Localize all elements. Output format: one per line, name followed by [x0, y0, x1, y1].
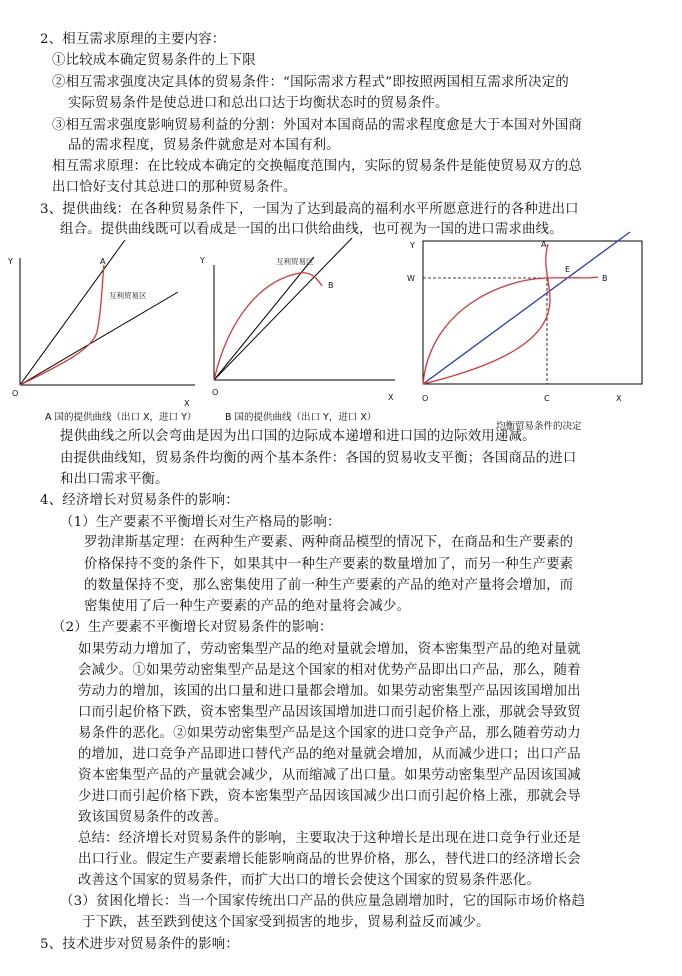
item-2-cont: 实际贸易条件是使总进口和总出口达于均衡状态时的贸易条件。 — [68, 96, 449, 111]
offer-curve-bend-text: 提供曲线之所以会弯曲是因为出口国的边际成本递增和进口国的边际效用递减。 — [60, 429, 536, 444]
curve-b-label: B — [328, 281, 334, 290]
offer-curve-a — [423, 244, 550, 384]
x-axis-label: X — [616, 394, 622, 403]
item-2: ②相互需求强度决定具体的贸易条件：“国际需求方程式”即按照两国相互需求所决定的 — [52, 75, 569, 90]
labor-growth-cont-4: 易条件的恶化。②如果劳动密集型产品是这个国家的进口竞争产品，那么随着劳动力 — [78, 726, 581, 741]
labor-growth-text: 如果劳动力增加了，劳动密集型产品的绝对量就会增加，资本密集型产品的绝对量就 — [78, 642, 581, 657]
rybczynski-cont-1: 价格保持不变的条件下，如果其中一种生产要素的数量增加了，而另一种生产要素 — [84, 557, 574, 572]
curve-b-label: B — [602, 274, 608, 283]
rybczynski-cont-3: 密集使用了后一种生产要素的产品的绝对量将会减少。 — [84, 599, 411, 614]
immiserizing-cont: 于下跌，甚至跌到使这个国家受到损害的地步，贸易利益反而减少。 — [82, 915, 490, 930]
labor-growth-cont-1: 会减少。①如果劳动密集型产品是这个国家的相对优势产品即出口产品，那么，随着 — [78, 663, 581, 678]
summary-text: 总结：经济增长对贸易条件的影响，主要取决于这种增长是出现在进口竞争行业还是 — [78, 831, 581, 846]
item-3: ③相互需求强度影响贸易利益的分割：外国对本国商品的需求程度愈是大于本国对外国商 — [52, 118, 583, 133]
origin-label: O — [422, 394, 429, 403]
summary-cont-2: 改善这个国家的贸易条件，而扩大出口的增长会使这个国家的贸易条件恶化。 — [78, 873, 541, 888]
labor-growth-cont-8: 致该国贸易条件的改善。 — [78, 810, 228, 825]
w-label: W — [407, 274, 415, 283]
trade-region-label: 互利贸易区 — [276, 257, 314, 266]
equilibrium-conditions-cont: 和出口需求平衡。 — [60, 472, 169, 487]
heading-4: 4、经济增长对贸易条件的影响： — [40, 493, 239, 508]
origin-label: O — [12, 389, 19, 398]
terms-of-trade-line-upper — [20, 240, 125, 385]
rybczynski-text: 罗勃津斯基定理：在两种生产要素、两种商品模型的情况下，在商品和生产要素的 — [84, 535, 574, 550]
subheading-4-3: （3）贫困化增长：当一个国家传统出口产品的供应量急剧增加时，它的国际市场价格趋 — [60, 894, 586, 909]
labor-growth-cont-3: 口而引起价格下跌，资本密集型产品因该国增加进口而引起价格上涨，那就会导致贸 — [78, 705, 581, 720]
figure-caption-b: B 国的提供曲线（出口 Y，进口 X） — [225, 412, 377, 423]
rybczynski-cont-2: 的数量保持不变，那么密集使用了前一种生产要素的产品的绝对产量将会增加，而 — [84, 578, 574, 593]
subheading-4-2: （2）生产要素不平衡增长对贸易条件的影响： — [52, 620, 333, 635]
subheading-4-1: （1）生产要素不平衡增长对生产格局的影响： — [60, 515, 341, 530]
labor-growth-cont-2: 劳动力的增加，该国的出口量和进口量都会增加。如果劳动密集型产品因该国增加出 — [78, 684, 581, 699]
offer-curve-b-figure — [200, 240, 415, 410]
y-axis-label: Y — [8, 257, 13, 266]
heading-3: 3、提供曲线：在各种贸易条件下，一国为了达到最高的福利水平所愿意进行的各种进出口 — [40, 202, 579, 217]
principle-cont: 出口恰好支付其总进口的那种贸易条件。 — [52, 180, 297, 195]
equilibrium-figure — [400, 230, 650, 410]
c-label: C — [544, 394, 550, 403]
x-axis-label: X — [388, 393, 394, 402]
figure-caption-a: A 国的提供曲线（出口 X，进口 Y） — [45, 412, 197, 423]
summary-cont-1: 出口行业。假定生产要素增长能影响商品的世界价格，那么，替代进口的经济增长会 — [78, 852, 581, 867]
trade-region-label: 互利贸易区 — [109, 291, 147, 300]
offer-curve-b — [423, 277, 598, 384]
item-1: ①比较成本确定贸易条件的上下限 — [52, 53, 256, 68]
figure-caption-equilibrium: 均衡贸易条件的决定 — [496, 421, 582, 432]
heading-2: 2、相互需求原理的主要内容： — [40, 32, 226, 47]
offer-curve-a-figure — [0, 240, 215, 410]
x-axis-label: X — [184, 399, 190, 408]
heading-5: 5、技术进步对贸易条件的影响： — [40, 937, 239, 952]
y-axis-label: Y — [200, 256, 205, 265]
curve-a-label: A — [100, 257, 106, 266]
y-axis-label: Y — [410, 241, 415, 250]
terms-of-trade-line-lower — [20, 292, 178, 385]
figure-frame — [423, 241, 642, 384]
terms-of-trade-line-lower — [214, 257, 314, 380]
equilibrium-e-label: E — [565, 265, 571, 274]
labor-growth-cont-7: 少进口而引起价格下跌，资本密集型产品因该国减少出口而引起价格上涨，那就会导 — [78, 789, 581, 804]
curve-a-label: A — [541, 240, 547, 249]
origin-label: O — [212, 388, 219, 397]
equilibrium-conditions: 由提供曲线知，贸易条件均衡的两个基本条件：各国的贸易收支平衡；各国商品的进口 — [60, 451, 577, 466]
labor-growth-cont-6: 资本密集型产品的产量就会减少，从而缩减了出口量。如果劳动密集型产品因该国减 — [78, 768, 581, 783]
terms-of-trade-line — [423, 232, 630, 384]
item-3-cont: 品的需求程度，贸易条件就愈是对本国有利。 — [68, 138, 340, 153]
principle-text: 相互需求原理：在比较成本确定的交换幅度范围内，实际的贸易条件是能使贸易双方的总 — [52, 159, 583, 174]
heading-3-cont: 组合。提供曲线既可以看成是一国的出口供给曲线，也可视为一国的进口需求曲线。 — [60, 222, 563, 237]
labor-growth-cont-5: 的增加，进口竞争产品即进口替代产品的绝对量就会增加，从而减少进口；出口产品 — [78, 747, 581, 762]
